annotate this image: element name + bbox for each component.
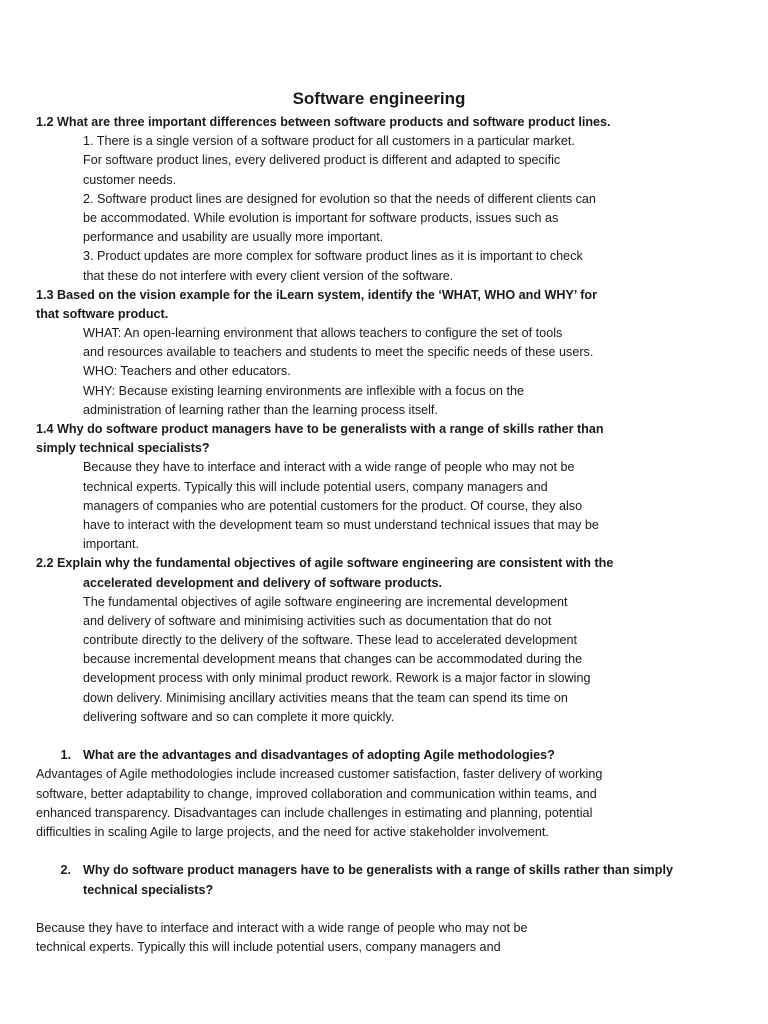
answer-line: technical experts. Typically this will include potential users, company managers and [83,479,548,494]
answer-line: WHAT: An open-learning environment that allows teachers to configure the set of tools [83,326,563,341]
list-question-1 [36,746,736,765]
answer-line: managers of companies who are potential customers for the product. Of course, they also [83,498,583,513]
list-number: 2. [60,863,71,878]
answer-line: be accommodated. While evolution is important for software products, issues such as [83,210,559,225]
question-1-2: 1.2 What are three important differences between software products and software product lines. [36,115,611,129]
answer-line: enhanced transparency. Disadvantages can include challenges in estimating and planning, potential [36,805,593,820]
spacer [36,900,736,919]
answer-line: WHY: Because existing learning environments are inflexible with a focus on the [83,383,525,398]
answer-line: that these do not interfere with every client version of the software. [83,268,454,283]
answer-line: difficulties in scaling Agile to large projects, and the need for active stakeholder involvement. [36,824,549,839]
answer-line: have to interact with the development team so must understand technical issues that may be [83,517,599,532]
answer-line: 3. Product updates are more complex for software product lines as it is important to check [83,249,583,264]
answer-line: For software product lines, every delivered product is different and adapted to specific [83,153,561,168]
list-question-text: Why do software product managers have to be generalists with a range of skills rather than simply [83,863,673,878]
answer-line: and delivery of software and minimising activities such as documentation that do not [83,613,552,628]
answer-line: Because they have to interface and interact with a wide range of people who may not be [83,460,575,475]
spacer [36,727,736,746]
question-2-2-cont: accelerated development and delivery of software products. [83,575,443,590]
question-1-3-cont: that software product. [36,306,169,321]
answer-line: contribute directly to the delivery of the software. These lead to accelerated development [83,633,578,648]
answer-line: important. [83,537,139,552]
question-1-3: 1.3 Based on the vision example for the iLearn system, identify the ‘WHAT, WHO and WHY’ for [36,287,597,302]
list-question-2-cont: technical specialists? [83,882,214,897]
answer-line: technical experts. Typically this will include potential users, company managers and [36,940,501,955]
answer-line: WHO: Teachers and other educators. [83,364,291,379]
answer-line: down delivery. Minimising ancillary activities means that the team can spend its time on [83,690,568,705]
answer-line: customer needs. [83,172,177,187]
answer-line: because incremental development means that changes can be accommodated during the [83,652,583,667]
answer-line: Advantages of Agile methodologies include increased customer satisfaction, faster delivery of working [36,767,603,782]
list-question-text: What are the advantages and disadvantages of adopting Agile methodologies? [83,748,555,763]
answer-line: administration of learning rather than the learning process itself. [83,402,438,417]
answer-line: performance and usability are usually more important. [83,230,384,245]
answer-line: Because they have to interface and interact with a wide range of people who may not be [36,920,528,935]
question-1-4: 1.4 Why do software product managers have to be generalists with a range of skills rather than [36,422,604,436]
answer-line: development process with only minimal product rework. Rework is a major factor in slowing [83,671,591,686]
page-title: Software engineering [292,89,466,108]
answer-line: The fundamental objectives of agile software engineering are incremental development [83,594,568,609]
spacer [36,842,736,861]
list-question-2 [36,861,736,880]
answer-line: and resources available to teachers and students to meet the specific needs of these users. [83,345,594,360]
answer-line: 1. There is a single version of a software product for all customers in a particular market. [83,134,575,149]
document-body [36,113,736,957]
question-2-2: 2.2 Explain why the fundamental objectives of agile software engineering are consistent with the [36,556,614,571]
answer-line: delivering software and so can complete it more quickly. [83,709,395,724]
list-number: 1. [60,748,71,763]
question-1-4-cont: simply technical specialists? [36,441,210,456]
answer-line: 2. Software product lines are designed for evolution so that the needs of different clients can [83,191,596,206]
answer-line: software, better adaptability to change, improved collaboration and communication within teams, and [36,786,597,801]
